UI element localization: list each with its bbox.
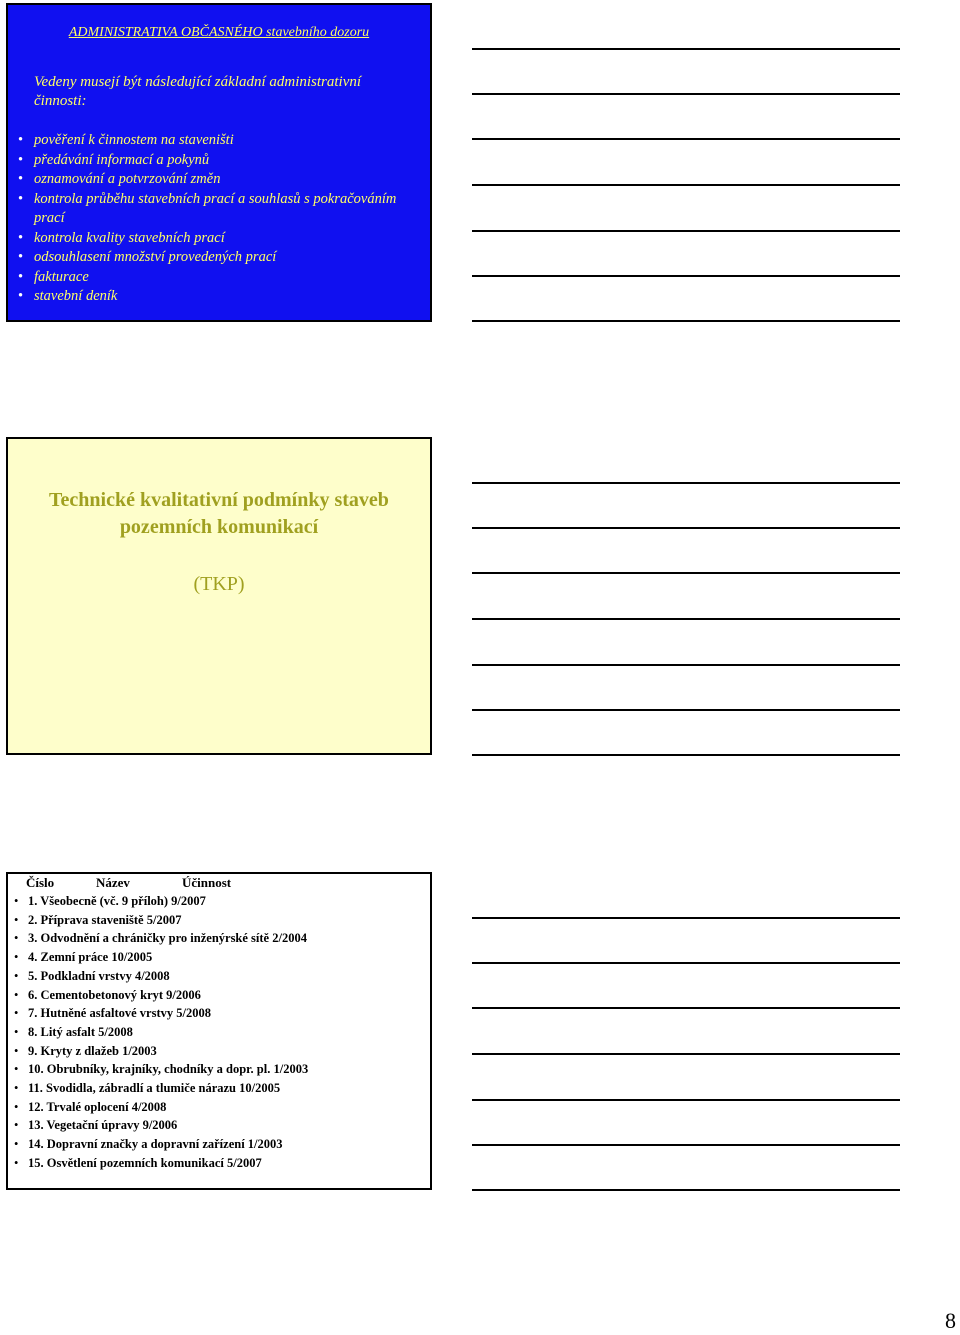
bullet-icon: • [14, 894, 19, 908]
list-item: • 15. Osvětlení pozemních komunikací 5/2007 [12, 1154, 422, 1173]
list-item: • stavební deník [16, 287, 416, 307]
note-line [472, 572, 900, 574]
list-item: • 6. Cementobetonový kryt 9/2006 [12, 986, 422, 1005]
bullet-icon: • [18, 132, 24, 148]
tkp-chapter-list [12, 892, 422, 1173]
bullet-icon: • [18, 268, 24, 285]
slide1-bullet-list [16, 131, 416, 307]
note-line [472, 48, 900, 50]
note-line [472, 618, 900, 620]
slide-tkp [6, 437, 432, 755]
note-line [472, 1007, 900, 1009]
list-item: • 10. Obrubníky, krajníky, chodníky a dopr. pl. 1/2003 [12, 1060, 422, 1079]
header-ucinnost: Účinnost [182, 875, 232, 890]
list-item: • 12. Trvalé oplocení 4/2008 [12, 1098, 422, 1117]
bullet-icon: • [14, 1137, 19, 1152]
bullet-icon: • [14, 950, 19, 965]
note-line [472, 917, 900, 919]
note-line [472, 138, 900, 140]
list-header [26, 874, 231, 892]
note-line [472, 527, 900, 529]
slide-administrativa [6, 3, 432, 322]
list-item: • 11. Svodidla, zábradlí a tlumiče nárazu 10/2005 [12, 1079, 422, 1098]
list-item: • kontrola průběhu stavebních prací a souhlasů s pokračováním prací [18, 190, 397, 226]
header-nazev: Název [96, 875, 130, 890]
note-line [472, 1189, 900, 1191]
list-item: • 2. Příprava staveniště 5/2007 [12, 911, 422, 930]
note-line [472, 93, 900, 95]
bullet-icon: • [14, 1081, 19, 1096]
bullet-icon: • [18, 249, 24, 265]
bullet-icon: • [18, 288, 24, 304]
note-line [472, 962, 900, 964]
bullet-icon: • [14, 912, 19, 927]
list-item: • pověření k činnostem na staveništi [16, 131, 416, 151]
list-item: • předávání informací a pokynů [16, 151, 416, 171]
bullet-icon: • [14, 968, 19, 983]
bullet-icon: • [14, 1006, 19, 1021]
bullet-icon: • [18, 171, 24, 187]
bullet-icon: • [18, 151, 24, 168]
list-item: • 8. Litý asfalt 5/2008 [12, 1023, 422, 1042]
slide1-intro: Vedeny musejí být následující základní administrativní činnosti: [34, 74, 362, 109]
note-line [472, 664, 900, 666]
list-item: • kontrola kvality stavebních prací [16, 229, 416, 249]
bullet-icon: • [14, 1062, 19, 1077]
note-line [472, 754, 900, 756]
slide2-subtitle: (TKP) [193, 573, 245, 595]
list-item: • 3. Odvodnění a chráničky pro inženýrské sítě 2/2004 [12, 929, 422, 948]
page-number: 8 [945, 1308, 956, 1333]
list-item: • 9. Kryty z dlažeb 1/2003 [12, 1042, 422, 1061]
bullet-icon: • [14, 1099, 19, 1114]
note-line [472, 230, 900, 232]
bullet-icon: • [18, 229, 24, 246]
note-line [472, 275, 900, 277]
note-line [472, 709, 900, 711]
bullet-icon: • [14, 1118, 19, 1133]
note-line [472, 482, 900, 484]
note-line [472, 1053, 900, 1055]
header-cislo: Číslo [26, 875, 55, 890]
bullet-icon: • [14, 987, 19, 1002]
bullet-icon: • [18, 190, 24, 207]
bullet-icon: • [14, 1155, 19, 1170]
note-line [472, 184, 900, 186]
slide-tkp-list [6, 872, 432, 1190]
slide2-title: Technické kvalitativní podmínky staveb pozemních komunikací [49, 489, 389, 538]
list-item: • odsouhlasení množství provedených prací [16, 248, 416, 268]
bullet-icon: • [14, 1024, 19, 1039]
note-line [472, 1144, 900, 1146]
list-item: • fakturace [16, 268, 416, 288]
list-item: • oznamování a potvrzování změn [16, 170, 416, 190]
list-item: • 5. Podkladní vrstvy 4/2008 [12, 967, 422, 986]
slide1-title: ADMINISTRATIVA OBČASNÉHO stavebního dozoru [68, 25, 370, 40]
bullet-icon: • [14, 931, 19, 946]
note-line [472, 320, 900, 322]
list-item: • 7. Hutněné asfaltové vrstvy 5/2008 [12, 1004, 422, 1023]
list-item: • 1. Všeobecně (vč. 9 příloh) 9/2007 [12, 892, 422, 911]
list-item: • 4. Zemní práce 10/2005 [12, 948, 422, 967]
list-item: • 13. Vegetační úpravy 9/2006 [12, 1116, 422, 1135]
note-line [472, 1099, 900, 1101]
bullet-icon: • [14, 1043, 19, 1058]
list-item: • 14. Dopravní značky a dopravní zařízení 1/2003 [12, 1135, 422, 1154]
